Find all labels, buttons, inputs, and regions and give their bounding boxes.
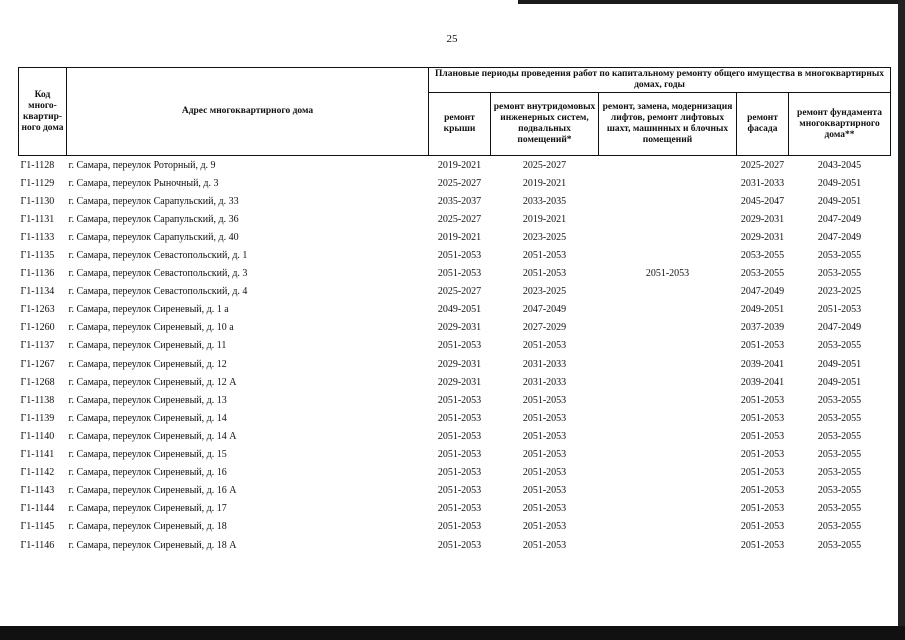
table-row: [19, 464, 891, 482]
cell-roof: 2025-2027: [437, 213, 482, 225]
cell-elevators: [599, 246, 737, 264]
cell-roof: 2029-2031: [437, 376, 482, 388]
cell-roof: 2051-2053: [437, 503, 482, 515]
cell-address: г. Самара, переулок Сиреневый, д. 12 А: [68, 376, 237, 388]
table-row: [19, 355, 891, 373]
cell-engineering: 2051-2053: [522, 430, 567, 442]
cell-roof: 2019-2021: [437, 159, 482, 171]
header-roof: ремонт крыши: [429, 93, 491, 156]
cell-facade: 2053-2055: [740, 268, 785, 280]
cell-engineering: 2025-2027: [522, 159, 567, 171]
cell-engineering: 2051-2053: [522, 268, 567, 280]
cell-code: Г1-1131: [20, 213, 55, 225]
cell-address: г. Самара, переулок Сиреневый, д. 13: [68, 394, 227, 406]
cell-engineering: 2033-2035: [522, 195, 567, 207]
cell-foundation: 2053-2055: [817, 340, 862, 352]
cell-roof: 2051-2053: [437, 521, 482, 533]
cell-foundation: 2053-2055: [817, 485, 862, 497]
cell-roof: 2035-2037: [437, 195, 482, 207]
cell-roof: 2051-2053: [437, 250, 482, 262]
cell-elevators: [599, 536, 737, 554]
cell-elevators: [599, 391, 737, 409]
cell-engineering: 2047-2049: [522, 304, 567, 316]
cell-roof: 2051-2053: [437, 394, 482, 406]
cell-address: г. Самара, переулок Севастопольский, д. 4: [68, 286, 248, 298]
cell-facade: 2049-2051: [740, 304, 785, 316]
cell-facade: 2051-2053: [740, 467, 785, 479]
cell-elevators: [599, 446, 737, 464]
table-row: [19, 518, 891, 536]
table-row: [19, 228, 891, 246]
cell-address: г. Самара, переулок Сиреневый, д. 10 а: [68, 322, 234, 334]
cell-engineering: 2031-2033: [522, 376, 567, 388]
table-row: [19, 500, 891, 518]
cell-code: Г1-1267: [20, 358, 55, 370]
table-header: [19, 68, 891, 156]
cell-roof: 2029-2031: [437, 358, 482, 370]
header-code: Код много-квартир-ного дома: [19, 68, 67, 156]
cell-roof: 2025-2027: [437, 177, 482, 189]
cell-foundation: 2049-2051: [817, 376, 862, 388]
cell-facade: 2053-2055: [740, 250, 785, 262]
table-row: [19, 427, 891, 445]
scan-border-bottom: [0, 626, 905, 640]
cell-code: Г1-1263: [20, 304, 55, 316]
table-row: [19, 373, 891, 391]
cell-code: Г1-1137: [20, 340, 55, 352]
repair-schedule-table: [18, 67, 891, 554]
cell-code: Г1-1139: [20, 412, 55, 424]
cell-engineering: 2019-2021: [522, 177, 567, 189]
cell-code: Г1-1260: [20, 322, 55, 334]
cell-code: Г1-1128: [20, 159, 55, 171]
cell-address: г. Самара, переулок Сарапульский, д. 36: [68, 213, 239, 225]
cell-elevators: [599, 156, 737, 175]
table-row: [19, 265, 891, 283]
cell-elevators: [599, 427, 737, 445]
cell-roof: 2051-2053: [437, 430, 482, 442]
table-row: [19, 246, 891, 264]
cell-facade: 2051-2053: [740, 340, 785, 352]
cell-engineering: 2031-2033: [522, 358, 567, 370]
scan-border-top: [518, 0, 905, 4]
cell-roof: 2051-2053: [437, 268, 482, 280]
cell-facade: 2051-2053: [740, 503, 785, 515]
table-row: [19, 391, 891, 409]
cell-code: Г1-1142: [20, 467, 55, 479]
cell-foundation: 2043-2045: [817, 159, 862, 171]
cell-address: г. Самара, переулок Сиреневый, д. 17: [68, 503, 227, 515]
cell-foundation: 2053-2055: [817, 430, 862, 442]
cell-code: Г1-1133: [20, 231, 55, 243]
cell-code: Г1-1144: [20, 503, 55, 515]
cell-roof: 2051-2053: [437, 539, 482, 551]
cell-engineering: 2051-2053: [522, 467, 567, 479]
cell-address: г. Самара, переулок Севастопольский, д. 3: [68, 268, 248, 280]
cell-address: г. Самара, переулок Сиреневый, д. 16 А: [68, 485, 237, 497]
header-planned-periods: Плановые периоды проведения работ по капитальному ремонту общего имущества в многоквартирных домах, годы: [429, 68, 891, 93]
cell-elevators: [599, 301, 737, 319]
cell-foundation: 2047-2049: [817, 213, 862, 225]
cell-foundation: 2049-2051: [817, 195, 862, 207]
cell-foundation: 2053-2055: [817, 449, 862, 461]
cell-facade: 2051-2053: [740, 485, 785, 497]
cell-elevators: [599, 518, 737, 536]
cell-code: Г1-1268: [20, 376, 55, 388]
cell-facade: 2045-2047: [740, 195, 785, 207]
cell-address: г. Самара, переулок Рыночный, д. 3: [68, 177, 219, 189]
cell-facade: 2029-2031: [740, 231, 785, 243]
table-body: [19, 156, 891, 555]
table-row: [19, 409, 891, 427]
cell-code: Г1-1130: [20, 195, 55, 207]
cell-address: г. Самара, переулок Сиреневый, д. 14: [68, 412, 227, 424]
cell-foundation: 2053-2055: [817, 412, 862, 424]
cell-code: Г1-1135: [20, 250, 55, 262]
header-elevators: ремонт, замена, модернизация лифтов, ремонт лифтовых шахт, машинных и блочных помещений: [599, 93, 737, 156]
header-foundation: ремонт фундамента многоквартирного дома**: [789, 93, 891, 156]
table-row: [19, 536, 891, 554]
cell-foundation: 2053-2055: [817, 539, 862, 551]
cell-facade: 2039-2041: [740, 358, 785, 370]
cell-foundation: 2047-2049: [817, 231, 862, 243]
cell-foundation: 2053-2055: [817, 521, 862, 533]
cell-engineering: 2019-2021: [522, 213, 567, 225]
cell-address: г. Самара, переулок Сиреневый, д. 11: [68, 340, 227, 352]
table-row: [19, 156, 891, 175]
cell-elevators: [599, 482, 737, 500]
cell-address: г. Самара, переулок Сарапульский, д. 33: [68, 195, 239, 207]
cell-facade: 2047-2049: [740, 286, 785, 298]
table-row: [19, 482, 891, 500]
header-engineering: ремонт внутридомовых инженерных систем, подвальных помещений*: [491, 93, 599, 156]
cell-engineering: 2051-2053: [522, 412, 567, 424]
cell-elevators: [599, 283, 737, 301]
table-row: [19, 301, 891, 319]
cell-engineering: 2051-2053: [522, 521, 567, 533]
cell-engineering: 2051-2053: [522, 394, 567, 406]
cell-foundation: 2049-2051: [817, 177, 862, 189]
cell-elevators: [599, 355, 737, 373]
cell-facade: 2025-2027: [740, 159, 785, 171]
cell-elevators: [599, 373, 737, 391]
cell-facade: 2051-2053: [740, 412, 785, 424]
cell-foundation: 2049-2051: [817, 358, 862, 370]
cell-roof: 2029-2031: [437, 322, 482, 334]
cell-code: Г1-1141: [20, 449, 55, 461]
cell-foundation: 2053-2055: [817, 394, 862, 406]
cell-address: г. Самара, переулок Сарапульский, д. 40: [68, 231, 239, 243]
cell-facade: 2051-2053: [740, 430, 785, 442]
cell-address: г. Самара, переулок Сиреневый, д. 18: [68, 521, 227, 533]
cell-elevators: [599, 210, 737, 228]
cell-elevators: [599, 174, 737, 192]
cell-roof: 2051-2053: [437, 449, 482, 461]
cell-roof: 2019-2021: [437, 231, 482, 243]
cell-foundation: 2023-2025: [817, 286, 862, 298]
cell-engineering: 2051-2053: [522, 340, 567, 352]
cell-elevators: [599, 464, 737, 482]
table-row: [19, 446, 891, 464]
cell-elevators: [599, 228, 737, 246]
cell-address: г. Самара, переулок Сиреневый, д. 12: [68, 358, 227, 370]
cell-foundation: 2053-2055: [817, 250, 862, 262]
cell-engineering: 2051-2053: [522, 485, 567, 497]
cell-engineering: 2023-2025: [522, 231, 567, 243]
cell-facade: 2051-2053: [740, 539, 785, 551]
cell-roof: 2049-2051: [437, 304, 482, 316]
cell-facade: 2031-2033: [740, 177, 785, 189]
cell-address: г. Самара, переулок Севастопольский, д. 1: [68, 250, 248, 262]
page-number: 25: [446, 33, 458, 45]
cell-address: г. Самара, переулок Сиреневый, д. 16: [68, 467, 227, 479]
cell-roof: 2051-2053: [437, 412, 482, 424]
cell-code: Г1-1146: [20, 539, 55, 551]
cell-engineering: 2027-2029: [522, 322, 567, 334]
table-row: [19, 174, 891, 192]
cell-elevators: 2051-2053: [645, 268, 690, 280]
cell-roof: 2051-2053: [437, 485, 482, 497]
cell-code: Г1-1145: [20, 521, 55, 533]
cell-elevators: [599, 409, 737, 427]
table-row: [19, 192, 891, 210]
cell-roof: 2051-2053: [437, 340, 482, 352]
cell-elevators: [599, 192, 737, 210]
cell-code: Г1-1134: [20, 286, 55, 298]
cell-address: г. Самара, переулок Роторный, д. 9: [68, 159, 216, 171]
cell-foundation: 2053-2055: [817, 503, 862, 515]
table-row: [19, 319, 891, 337]
cell-code: Г1-1138: [20, 394, 55, 406]
cell-code: Г1-1140: [20, 430, 55, 442]
cell-foundation: 2047-2049: [817, 322, 862, 334]
table-row: [19, 283, 891, 301]
table-row: [19, 210, 891, 228]
cell-foundation: 2053-2055: [817, 268, 862, 280]
cell-engineering: 2051-2053: [522, 503, 567, 515]
cell-facade: 2029-2031: [740, 213, 785, 225]
cell-elevators: [599, 319, 737, 337]
cell-engineering: 2051-2053: [522, 539, 567, 551]
cell-facade: 2051-2053: [740, 521, 785, 533]
cell-roof: 2025-2027: [437, 286, 482, 298]
cell-address: г. Самара, переулок Сиреневый, д. 15: [68, 449, 227, 461]
cell-facade: 2051-2053: [740, 394, 785, 406]
cell-elevators: [599, 500, 737, 518]
cell-facade: 2037-2039: [740, 322, 785, 334]
cell-address: г. Самара, переулок Сиреневый, д. 1 а: [68, 304, 229, 316]
cell-engineering: 2051-2053: [522, 250, 567, 262]
cell-facade: 2051-2053: [740, 449, 785, 461]
cell-roof: 2051-2053: [437, 467, 482, 479]
cell-engineering: 2051-2053: [522, 449, 567, 461]
cell-foundation: 2051-2053: [817, 304, 862, 316]
cell-engineering: 2023-2025: [522, 286, 567, 298]
cell-code: Г1-1143: [20, 485, 55, 497]
cell-foundation: 2053-2055: [817, 467, 862, 479]
scan-border-right: [898, 0, 905, 640]
cell-code: Г1-1136: [20, 268, 55, 280]
cell-elevators: [599, 337, 737, 355]
cell-facade: 2039-2041: [740, 376, 785, 388]
cell-address: г. Самара, переулок Сиреневый, д. 18 А: [68, 539, 237, 551]
cell-code: Г1-1129: [20, 177, 55, 189]
cell-address: г. Самара, переулок Сиреневый, д. 14 А: [68, 430, 237, 442]
header-address: Адрес многоквартирного дома: [67, 68, 429, 156]
header-facade: ремонт фасада: [737, 93, 789, 156]
table-row: [19, 337, 891, 355]
